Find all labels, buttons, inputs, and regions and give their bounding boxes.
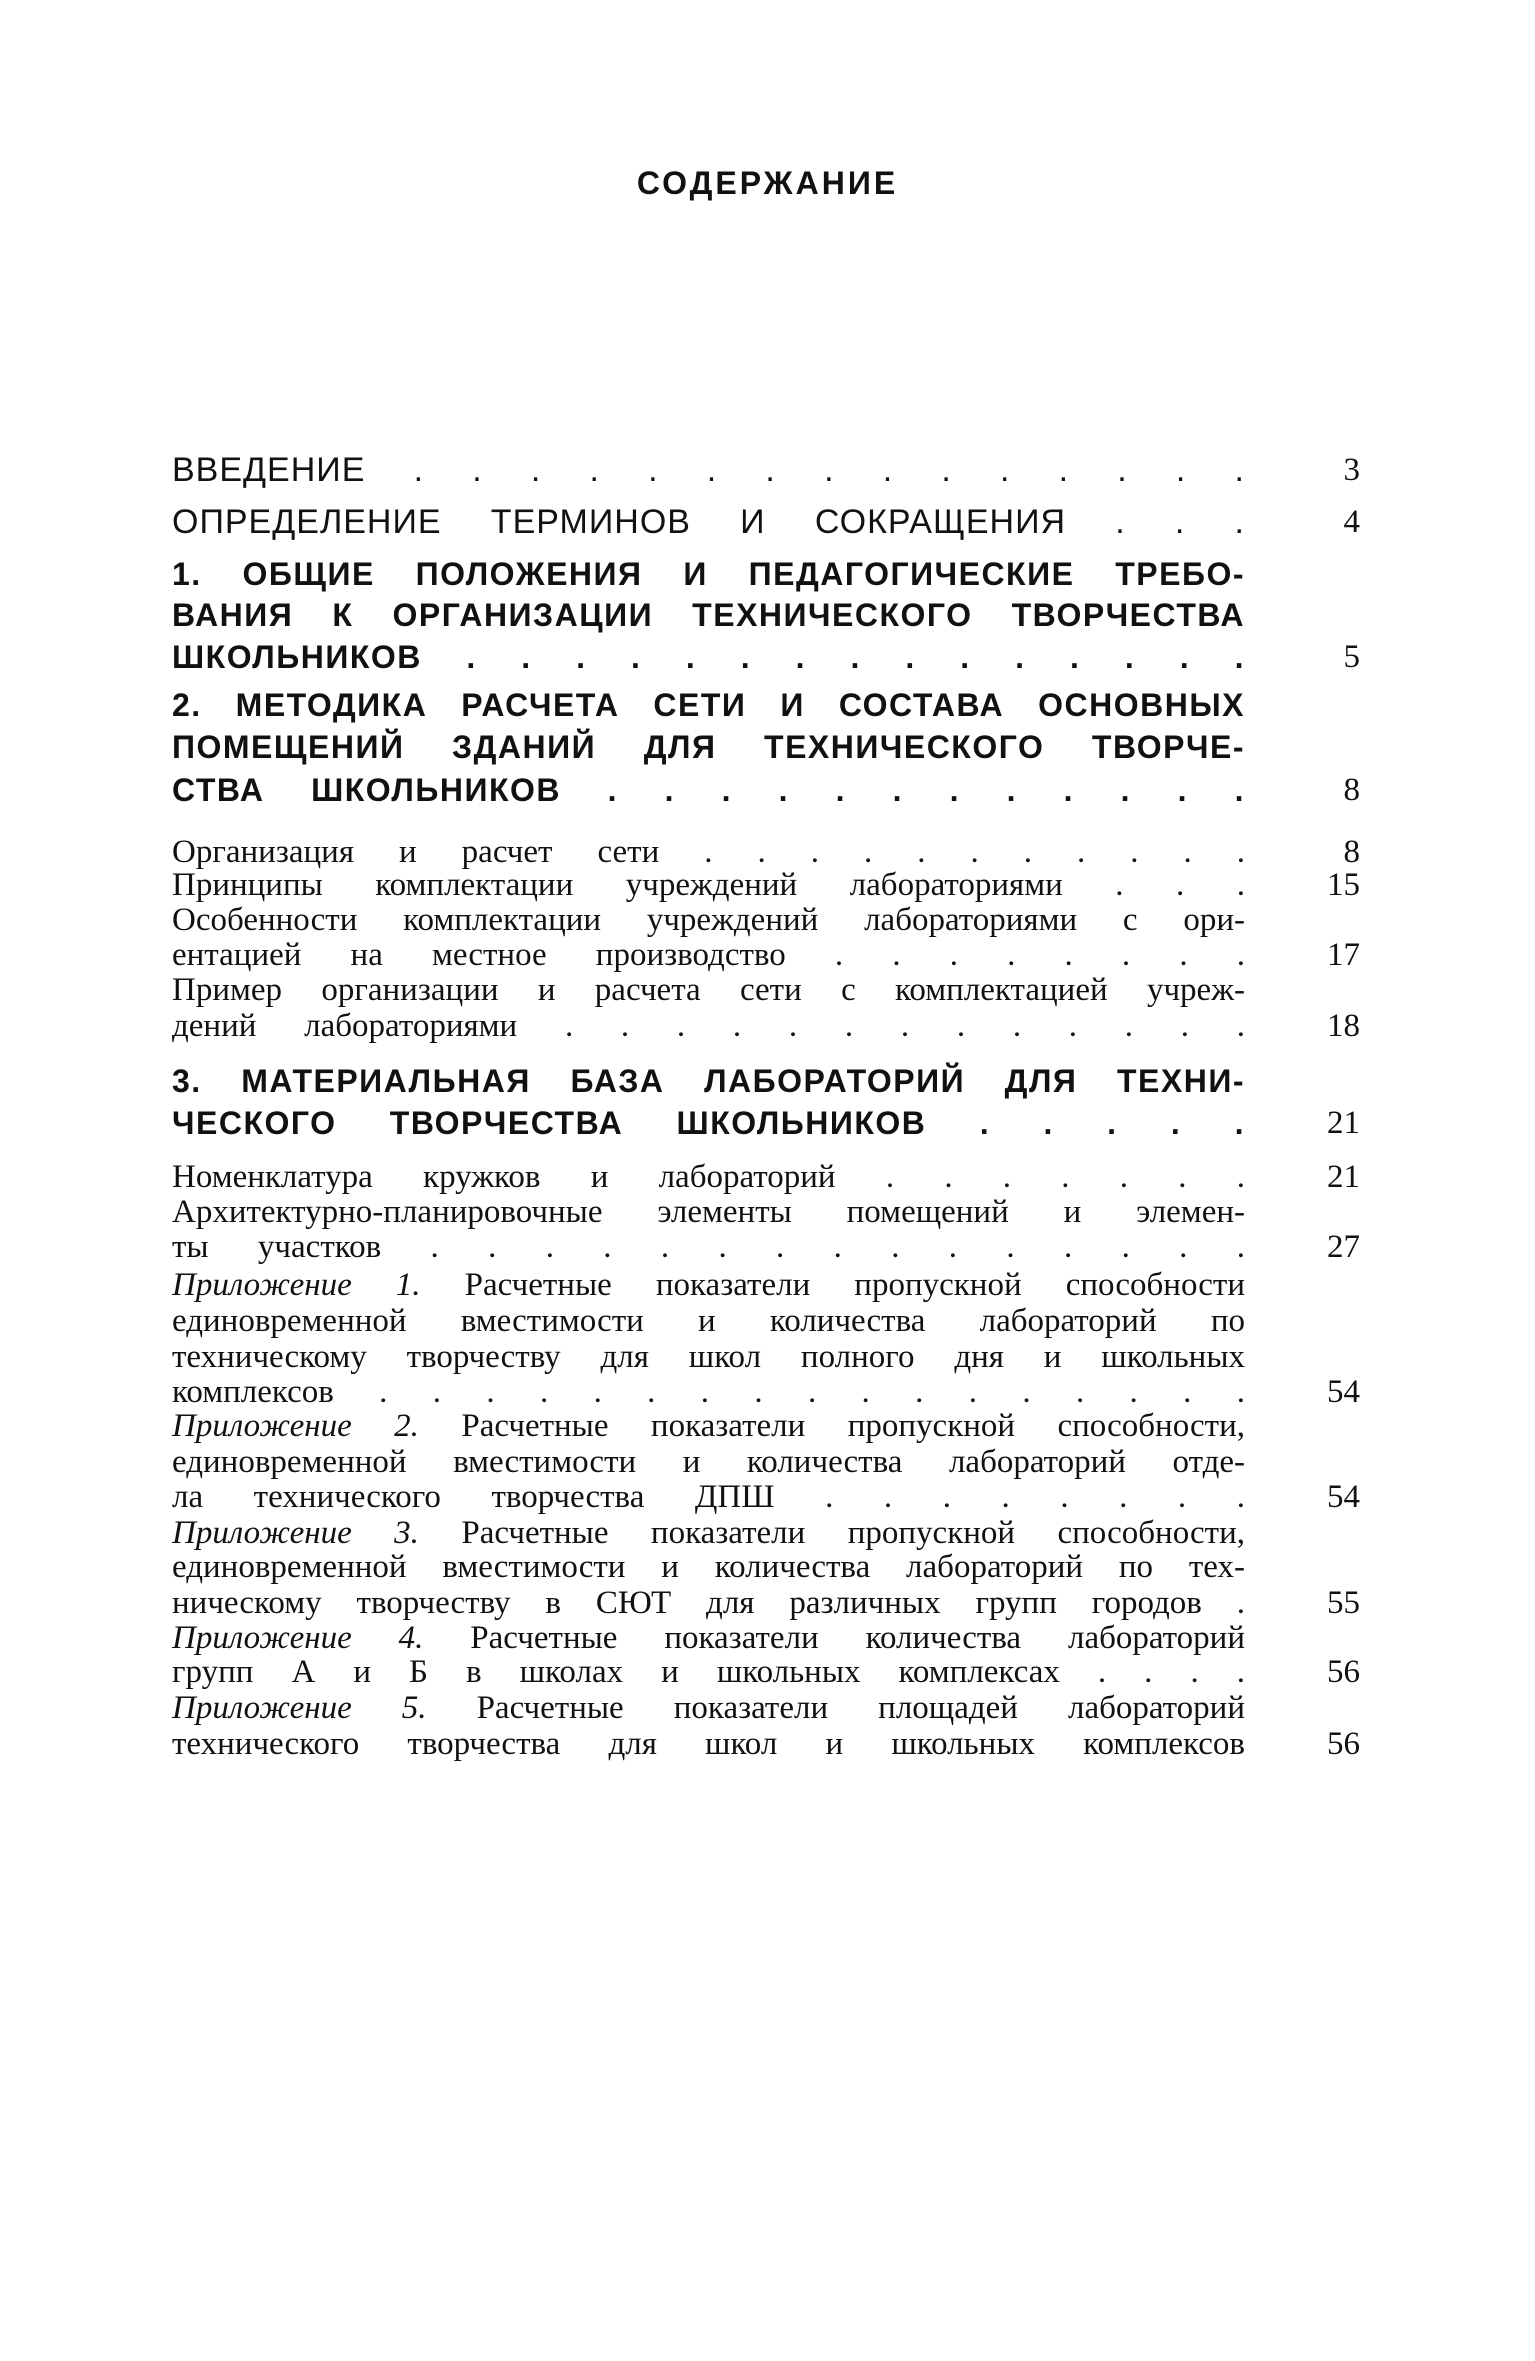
toc-line: ВВЕДЕНИЕ . . . . . . . . . . . . . . . [172,451,1245,489]
page-number: 54 [1327,1374,1360,1410]
toc-line: единовременной вместимости и количества лабораторий по [172,1303,1245,1339]
toc-line: групп А и Б в школах и школьных комплексах . . . . [172,1654,1245,1690]
appendix-label: Приложение 5. [172,1690,427,1726]
toc-line: Приложение 3. Расчетные показатели пропускной способности, [172,1515,1246,1551]
page-number: 18 [1327,1008,1360,1044]
toc-line: комплексов . . . . . . . . . . . . . . . . . [172,1374,1245,1410]
toc-line: Номенклатура кружков и лабораторий . . . . . . . [172,1159,1245,1195]
toc-line: Пример организации и расчета сети с комплектацией учреж- [172,972,1245,1008]
toc-line: Принципы комплектации учреждений лабораториями . . . [172,867,1245,903]
toc-line: Приложение 5. Расчетные показатели площадей лабораторий [172,1690,1245,1726]
page-number: 8 [1343,834,1360,870]
toc-line: Приложение 4. Расчетные показатели количества лабораторий [172,1620,1245,1656]
toc-line: Приложение 2. Расчетные показатели пропускной способности, [172,1408,1246,1444]
toc-line: единовременной вместимости и количества лабораторий по тех- [172,1549,1245,1585]
page-number: 56 [1327,1726,1360,1762]
appendix-label: Приложение 3. [172,1515,419,1551]
toc-line: ла технического творчества ДПШ . . . . . . . . [172,1479,1245,1515]
toc-line: 1. ОБЩИЕ ПОЛОЖЕНИЯ И ПЕДАГОГИЧЕСКИЕ ТРЕБО- [172,556,1245,592]
page-number: 4 [1343,504,1360,540]
appendix-label: Приложение 4. [172,1620,424,1656]
toc-line: ОПРЕДЕЛЕНИЕ ТЕРМИНОВ И СОКРАЩЕНИЯ . . . [172,503,1245,541]
toc-line: ВАНИЯ К ОРГАНИЗАЦИИ ТЕХНИЧЕСКОГО ТВОРЧЕСТВА [172,597,1245,633]
toc-line: ты участков . . . . . . . . . . . . . . . [172,1229,1245,1265]
toc-line: СТВА ШКОЛЬНИКОВ . . . . . . . . . . . . [172,772,1245,808]
page-number: 21 [1327,1159,1360,1195]
page-number: 27 [1327,1229,1360,1265]
toc-line: Особенности комплектации учреждений лабораториями с ори- [172,902,1245,938]
toc-line: единовременной вместимости и количества лабораторий отде- [172,1444,1245,1480]
page-number: 3 [1343,452,1360,488]
page-number: 21 [1327,1105,1360,1141]
page-number: 54 [1327,1479,1360,1515]
toc-line: дений лабораториями . . . . . . . . . . . . . [172,1008,1245,1044]
page-number: 55 [1327,1585,1360,1621]
toc-line: технического творчества для школ и школьных комплексов [172,1726,1245,1762]
toc-line: Организация и расчет сети . . . . . . . . . . . [172,834,1245,870]
page-number: 17 [1327,937,1360,973]
toc-line: техническому творчеству для школ полного дня и школьных [172,1339,1245,1375]
toc-line: 2. МЕТОДИКА РАСЧЕТА СЕТИ И СОСТАВА ОСНОВНЫХ [172,687,1245,723]
page-number: 5 [1343,639,1360,675]
appendix-label: Приложение 1. [172,1267,421,1303]
toc-line: ШКОЛЬНИКОВ . . . . . . . . . . . . . . . [172,639,1245,675]
toc-line: ентацией на местное производство . . . . . . . . [172,937,1245,973]
toc-line: ЧЕСКОГО ТВОРЧЕСТВА ШКОЛЬНИКОВ . . . . . [172,1105,1245,1141]
toc-line: ПОМЕЩЕНИЙ ЗДАНИЙ ДЛЯ ТЕХНИЧЕСКОГО ТВОРЧЕ- [172,729,1245,765]
toc-line: Приложение 1. Расчетные показатели пропускной способности [172,1267,1245,1303]
appendix-label: Приложение 2. [172,1408,419,1444]
page-number: 15 [1327,867,1360,903]
page-number: 56 [1327,1654,1360,1690]
toc-line: Архитектурно-планировочные элементы помещений и элемен- [172,1194,1245,1230]
toc-line: 3. МАТЕРИАЛЬНАЯ БАЗА ЛАБОРАТОРИЙ ДЛЯ ТЕХНИ- [172,1063,1245,1099]
toc-line: ническому творчеству в СЮТ для различных групп городов . [172,1585,1245,1621]
page-number: 8 [1343,772,1360,808]
page-title: СОДЕРЖАНИЕ [636,165,899,201]
